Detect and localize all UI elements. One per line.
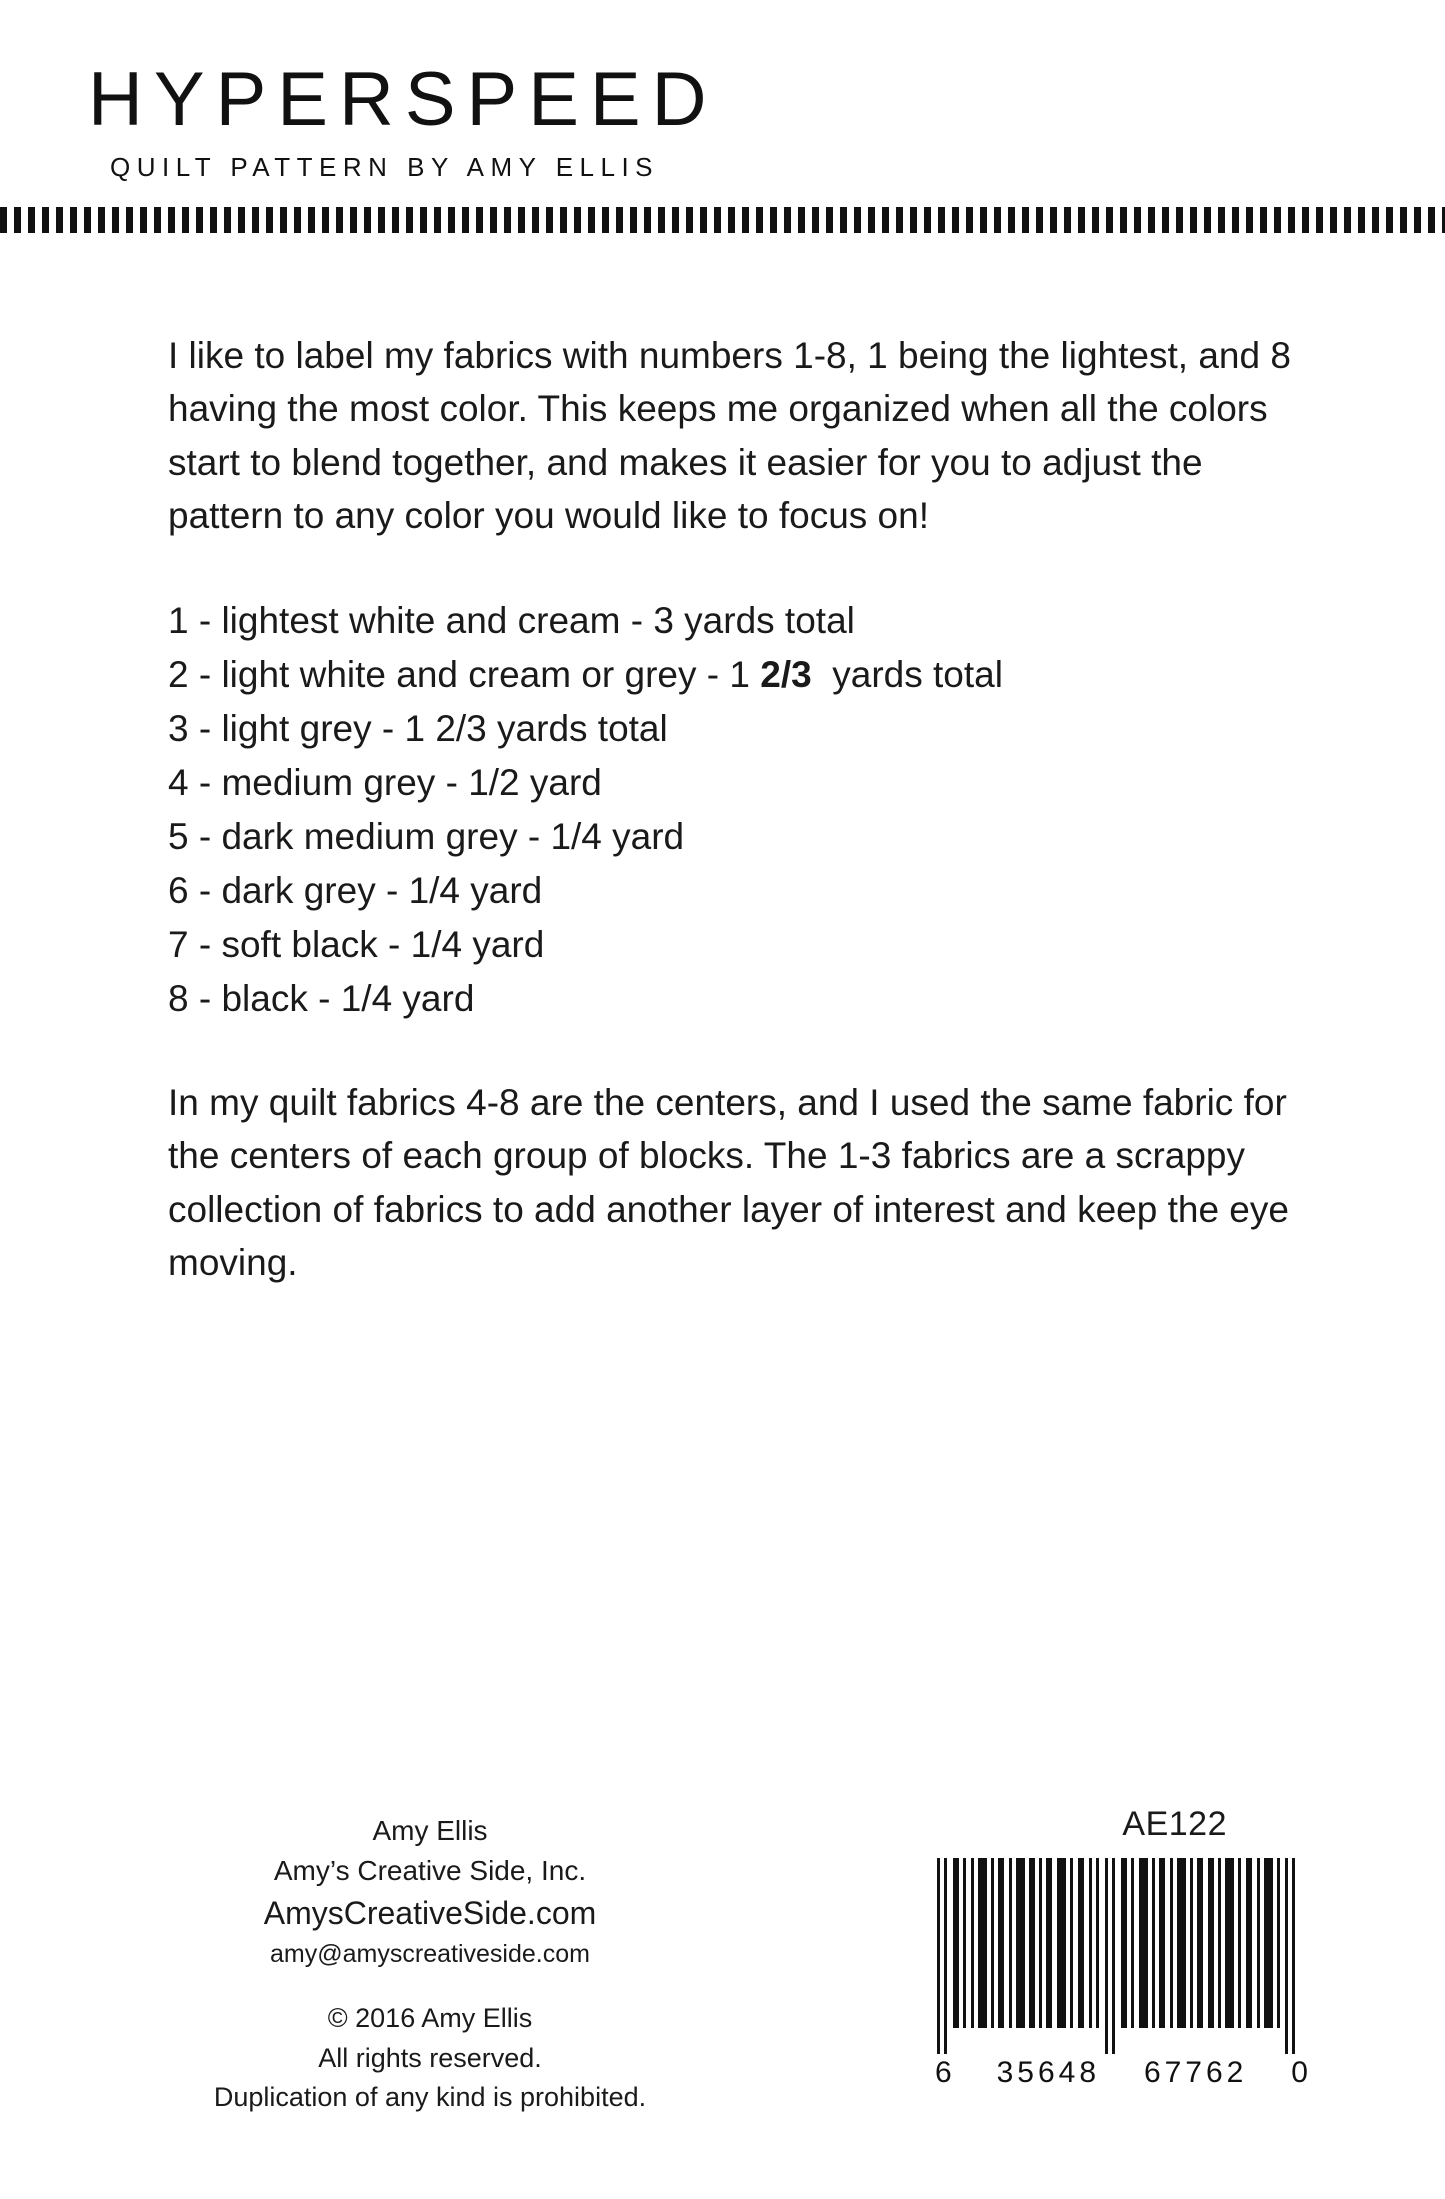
fabric-line-text: 8 - black - 1/4 yard [168,978,475,1020]
list-item [168,972,1295,1026]
website-link[interactable]: AmysCreativeSide.com [263,1894,597,1931]
fabric-line-text: 7 - soft black - 1/4 yard [168,924,545,966]
main-content [0,233,1445,1289]
page-header [0,0,1445,183]
fabric-line-text: 6 - dark grey - 1/4 yard [168,870,543,912]
fabric-line-text-tail: yards total [811,654,1003,696]
page-subtitle: QUILT PATTERN BY AMY ELLIS [110,152,660,182]
page-footer [0,1805,1445,2151]
company-name: Amy’s Creative Side, Inc. [273,1854,587,1886]
rights-line: All rights reserved. [318,2042,542,2073]
barcode-group-1: 35648 [996,2056,1101,2089]
email-link[interactable]: amy@amyscreativeside.com [270,1939,590,1968]
sku-and-barcode [893,1805,1313,2090]
sku-code: AE122 [1122,1805,1227,1843]
barcode-digit-right: 0 [1291,2056,1309,2089]
duplication-line: Duplication of any kind is prohibited. [213,2081,647,2112]
fabric-line-text: 5 - dark medium grey - 1/4 yard [168,816,685,858]
footer-credits [150,1811,710,2117]
spacer [168,542,1295,594]
outro-paragraph: In my quilt fabrics 4-8 are the centers, and I used the same fabric for the centers of each group of blocks. The 1-3 fabrics are a scrappy collection of fabrics to add another layer of interest and keep the eye moving. [168,1082,1289,1283]
list-item [168,918,1295,972]
copyright-line: © 2016 Amy Ellis [327,2003,533,2034]
barcode-digit-left: 6 [935,2056,953,2089]
fabric-requirements-list [168,594,1295,1026]
list-item [168,594,1295,648]
barcode-graphic [933,1858,1313,2054]
intro-paragraph: I like to label my fabrics with numbers 1-8, 1 being the lightest, and 8 having the most color. This keeps me organized when all the colors start to blend together, and makes it easier for you to adjust the pattern to any color you would like to focus on! [168,335,1291,536]
list-item [168,756,1295,810]
barcode [933,1858,1313,2090]
designer-name: Amy Ellis [372,1815,488,1846]
fabric-line-text: 2 - light white and cream or grey - 1 [168,654,761,696]
list-item [168,810,1295,864]
list-item [168,864,1295,918]
barcode-group-2: 67762 [1143,2056,1248,2089]
spacer [168,1026,1295,1076]
fabric-line-text: 3 - light grey - 1 2/3 yards total [168,708,668,750]
fabric-line-text: 4 - medium grey - 1/2 yard [168,762,602,804]
fabric-line-fraction: 2/3 [760,654,812,696]
page-title: HYPERSPEED [88,57,718,142]
list-item [168,702,1295,756]
dashed-divider [0,207,1445,233]
barcode-digits [933,2056,1313,2090]
fabric-line-text: 1 - lightest white and cream - 3 yards total [168,600,855,642]
spacer [150,1973,710,1999]
list-item [168,648,1295,702]
